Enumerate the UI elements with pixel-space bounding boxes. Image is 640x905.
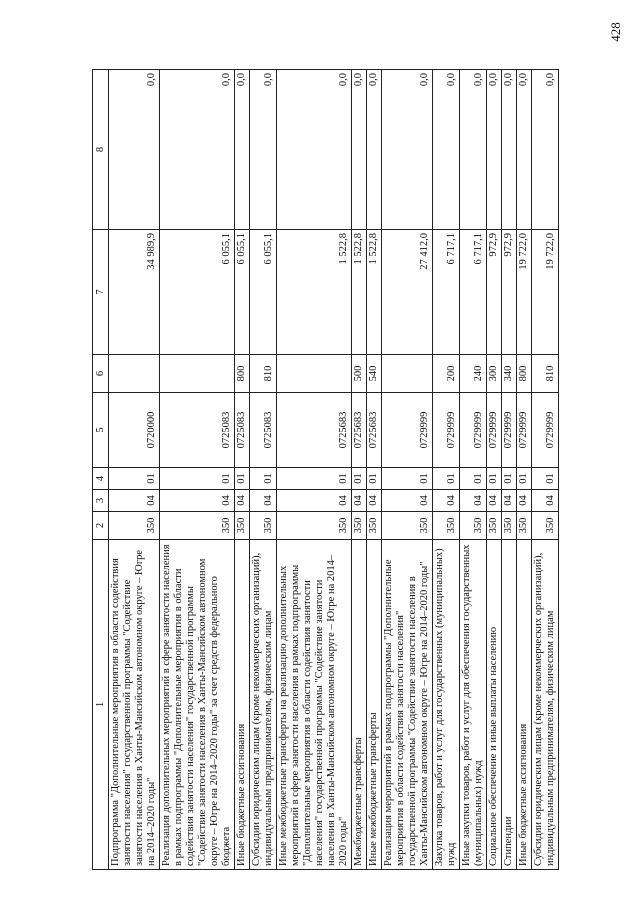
cell-target: 0729999 <box>382 393 433 468</box>
budget-table <box>92 69 559 870</box>
cell-code: 350 <box>352 512 367 540</box>
page-number: 428 <box>607 22 623 42</box>
cell-amount-2: 0,0 <box>532 70 559 230</box>
cell-type: 540 <box>367 355 382 393</box>
header-cell: 8 <box>93 70 109 230</box>
cell-target: 0729999 <box>460 393 487 468</box>
cell-amount-2: 0,0 <box>235 70 250 230</box>
cell-subsection: 01 <box>367 468 382 490</box>
cell-amount-2: 0,0 <box>502 70 517 230</box>
cell-amount-2: 0,0 <box>160 70 235 230</box>
cell-subsection: 01 <box>433 468 460 490</box>
row-name: Субсидии юридическим лицам (кроме некоммерческих организаций), индивидуальным предпринимателям, физическим лицам <box>532 540 559 870</box>
cell-section: 04 <box>250 490 277 512</box>
cell-code: 350 <box>367 512 382 540</box>
cell-subsection: 01 <box>460 468 487 490</box>
cell-code: 350 <box>277 512 352 540</box>
cell-type: 340 <box>502 355 517 393</box>
rotated-table-container <box>92 70 602 870</box>
cell-subsection: 01 <box>109 468 160 490</box>
row-name: Межбюджетные трансферты <box>352 540 367 870</box>
cell-section: 04 <box>517 490 532 512</box>
cell-section: 04 <box>382 490 433 512</box>
cell-code: 350 <box>460 512 487 540</box>
cell-subsection: 01 <box>532 468 559 490</box>
table-row <box>250 70 277 870</box>
cell-subsection: 01 <box>250 468 277 490</box>
cell-code: 350 <box>382 512 433 540</box>
cell-amount-2: 0,0 <box>250 70 277 230</box>
header-cell: 6 <box>93 355 109 393</box>
table-row <box>517 70 532 870</box>
cell-target: 0729999 <box>517 393 532 468</box>
cell-code: 350 <box>502 512 517 540</box>
cell-target: 0725083 <box>235 393 250 468</box>
cell-code: 350 <box>433 512 460 540</box>
cell-amount: 1 522,8 <box>367 230 382 355</box>
cell-target: 0729999 <box>532 393 559 468</box>
cell-amount-2: 0,0 <box>277 70 352 230</box>
cell-subsection: 01 <box>382 468 433 490</box>
cell-section: 04 <box>160 490 235 512</box>
cell-subsection: 01 <box>235 468 250 490</box>
cell-code: 350 <box>235 512 250 540</box>
cell-code: 350 <box>160 512 235 540</box>
cell-type <box>109 355 160 393</box>
cell-subsection: 01 <box>502 468 517 490</box>
cell-amount: 6 717,1 <box>460 230 487 355</box>
cell-type <box>160 355 235 393</box>
row-name: Субсидии юридическим лицам (кроме некоммерческих организаций), индивидуальным предпринимателям, физическим лицам <box>250 540 277 870</box>
cell-target: 0725083 <box>160 393 235 468</box>
cell-amount-2: 0,0 <box>352 70 367 230</box>
table-row <box>460 70 487 870</box>
header-cell: 7 <box>93 230 109 355</box>
cell-target: 0725683 <box>367 393 382 468</box>
cell-section: 04 <box>460 490 487 512</box>
cell-amount: 1 522,8 <box>277 230 352 355</box>
cell-amount-2: 0,0 <box>109 70 160 230</box>
cell-amount-2: 0,0 <box>487 70 502 230</box>
table-header-row <box>93 70 109 870</box>
cell-subsection: 01 <box>517 468 532 490</box>
table-row <box>352 70 367 870</box>
cell-amount: 6 055,1 <box>235 230 250 355</box>
cell-type: 240 <box>460 355 487 393</box>
cell-amount: 34 989,9 <box>109 230 160 355</box>
header-cell: 2 <box>93 512 109 540</box>
cell-section: 04 <box>487 490 502 512</box>
cell-target: 0729999 <box>502 393 517 468</box>
cell-subsection: 01 <box>352 468 367 490</box>
cell-type: 810 <box>250 355 277 393</box>
cell-subsection: 01 <box>487 468 502 490</box>
cell-section: 04 <box>109 490 160 512</box>
cell-section: 04 <box>532 490 559 512</box>
table-row <box>502 70 517 870</box>
cell-section: 04 <box>433 490 460 512</box>
cell-code: 350 <box>487 512 502 540</box>
table-row <box>433 70 460 870</box>
cell-subsection: 01 <box>277 468 352 490</box>
cell-amount-2: 0,0 <box>517 70 532 230</box>
table-row <box>277 70 352 870</box>
cell-amount: 972,9 <box>502 230 517 355</box>
row-name: Иные закупки товаров, работ и услуг для обеспечения государственных (муниципальных) нужд <box>460 540 487 870</box>
cell-amount: 19 722,0 <box>532 230 559 355</box>
cell-code: 350 <box>109 512 160 540</box>
row-name: Иные бюджетные ассигнования <box>235 540 250 870</box>
cell-type: 500 <box>352 355 367 393</box>
cell-amount: 972,9 <box>487 230 502 355</box>
cell-target: 0725683 <box>352 393 367 468</box>
cell-target: 0729999 <box>487 393 502 468</box>
cell-amount: 6 055,1 <box>160 230 235 355</box>
cell-section: 04 <box>235 490 250 512</box>
cell-amount-2: 0,0 <box>433 70 460 230</box>
cell-amount-2: 0,0 <box>460 70 487 230</box>
header-cell: 5 <box>93 393 109 468</box>
cell-target: 0725683 <box>277 393 352 468</box>
cell-code: 350 <box>517 512 532 540</box>
row-name: Иные бюджетные ассигнования <box>517 540 532 870</box>
cell-type: 800 <box>517 355 532 393</box>
table-row <box>109 70 160 870</box>
table-row <box>382 70 433 870</box>
cell-section: 04 <box>502 490 517 512</box>
cell-amount: 1 522,8 <box>352 230 367 355</box>
cell-subsection: 01 <box>160 468 235 490</box>
cell-code: 350 <box>532 512 559 540</box>
table-row <box>487 70 502 870</box>
row-name: Реализация мероприятий в рамках подпрограммы "Дополнительные мероприятия в области содействия занятости населения" государственной программы "Содействие занятости населения в Ханты-Мансийском автономном округе – Югре на 2014–2020 годы" <box>382 540 433 870</box>
cell-type: 810 <box>532 355 559 393</box>
cell-amount: 19 722,0 <box>517 230 532 355</box>
cell-code: 350 <box>250 512 277 540</box>
table-row <box>160 70 235 870</box>
header-cell: 1 <box>93 540 109 870</box>
row-name: Иные межбюджетные трансферты на реализацию дополнительных мероприятий в сфере занятости населения в рамках подпрограммы "Дополнительные мероприятия в области содействия занятости населения" государственной программы "Содействие занятости населения в Ханты-Мансийском автономном округе – Югре на 2014–2020 годы" <box>277 540 352 870</box>
cell-type: 800 <box>235 355 250 393</box>
cell-section: 04 <box>352 490 367 512</box>
cell-amount-2: 0,0 <box>382 70 433 230</box>
header-cell: 3 <box>93 490 109 512</box>
table-row <box>532 70 559 870</box>
cell-type <box>277 355 352 393</box>
row-name: Реализация дополнительных мероприятий в сфере занятости населения в рамках подпрограммы "Дополнительные мероприятия в области содействия занятости населения" государственной программы "Содействие занятости населения в Ханты-Мансийском автономном округе – Югре на 2014–2020 годы" за счет средств федерального бюджета <box>160 540 235 870</box>
table-row <box>367 70 382 870</box>
cell-amount: 27 412,0 <box>382 230 433 355</box>
cell-target: 0729999 <box>433 393 460 468</box>
cell-section: 04 <box>277 490 352 512</box>
cell-type: 300 <box>487 355 502 393</box>
cell-amount: 6 055,1 <box>250 230 277 355</box>
cell-type: 200 <box>433 355 460 393</box>
cell-target: 0725083 <box>250 393 277 468</box>
row-name: Социальное обеспечение и иные выплаты населению <box>487 540 502 870</box>
cell-amount-2: 0,0 <box>367 70 382 230</box>
row-name: Закупка товаров, работ и услуг для государственных (муниципальных) нужд <box>433 540 460 870</box>
cell-amount: 6 717,1 <box>433 230 460 355</box>
cell-section: 04 <box>367 490 382 512</box>
row-name: Подпрограмма "Дополнительные мероприятия в области содействия занятости населения" государственной программы "Содействие занятости населения в Ханты-Мансийском автономном округе – Югре на 2014–2020 годы" <box>109 540 160 870</box>
cell-target: 0720000 <box>109 393 160 468</box>
header-cell: 4 <box>93 468 109 490</box>
cell-type <box>382 355 433 393</box>
row-name: Иные межбюджетные трансферты <box>367 540 382 870</box>
row-name: Стипендии <box>502 540 517 870</box>
table-row <box>235 70 250 870</box>
